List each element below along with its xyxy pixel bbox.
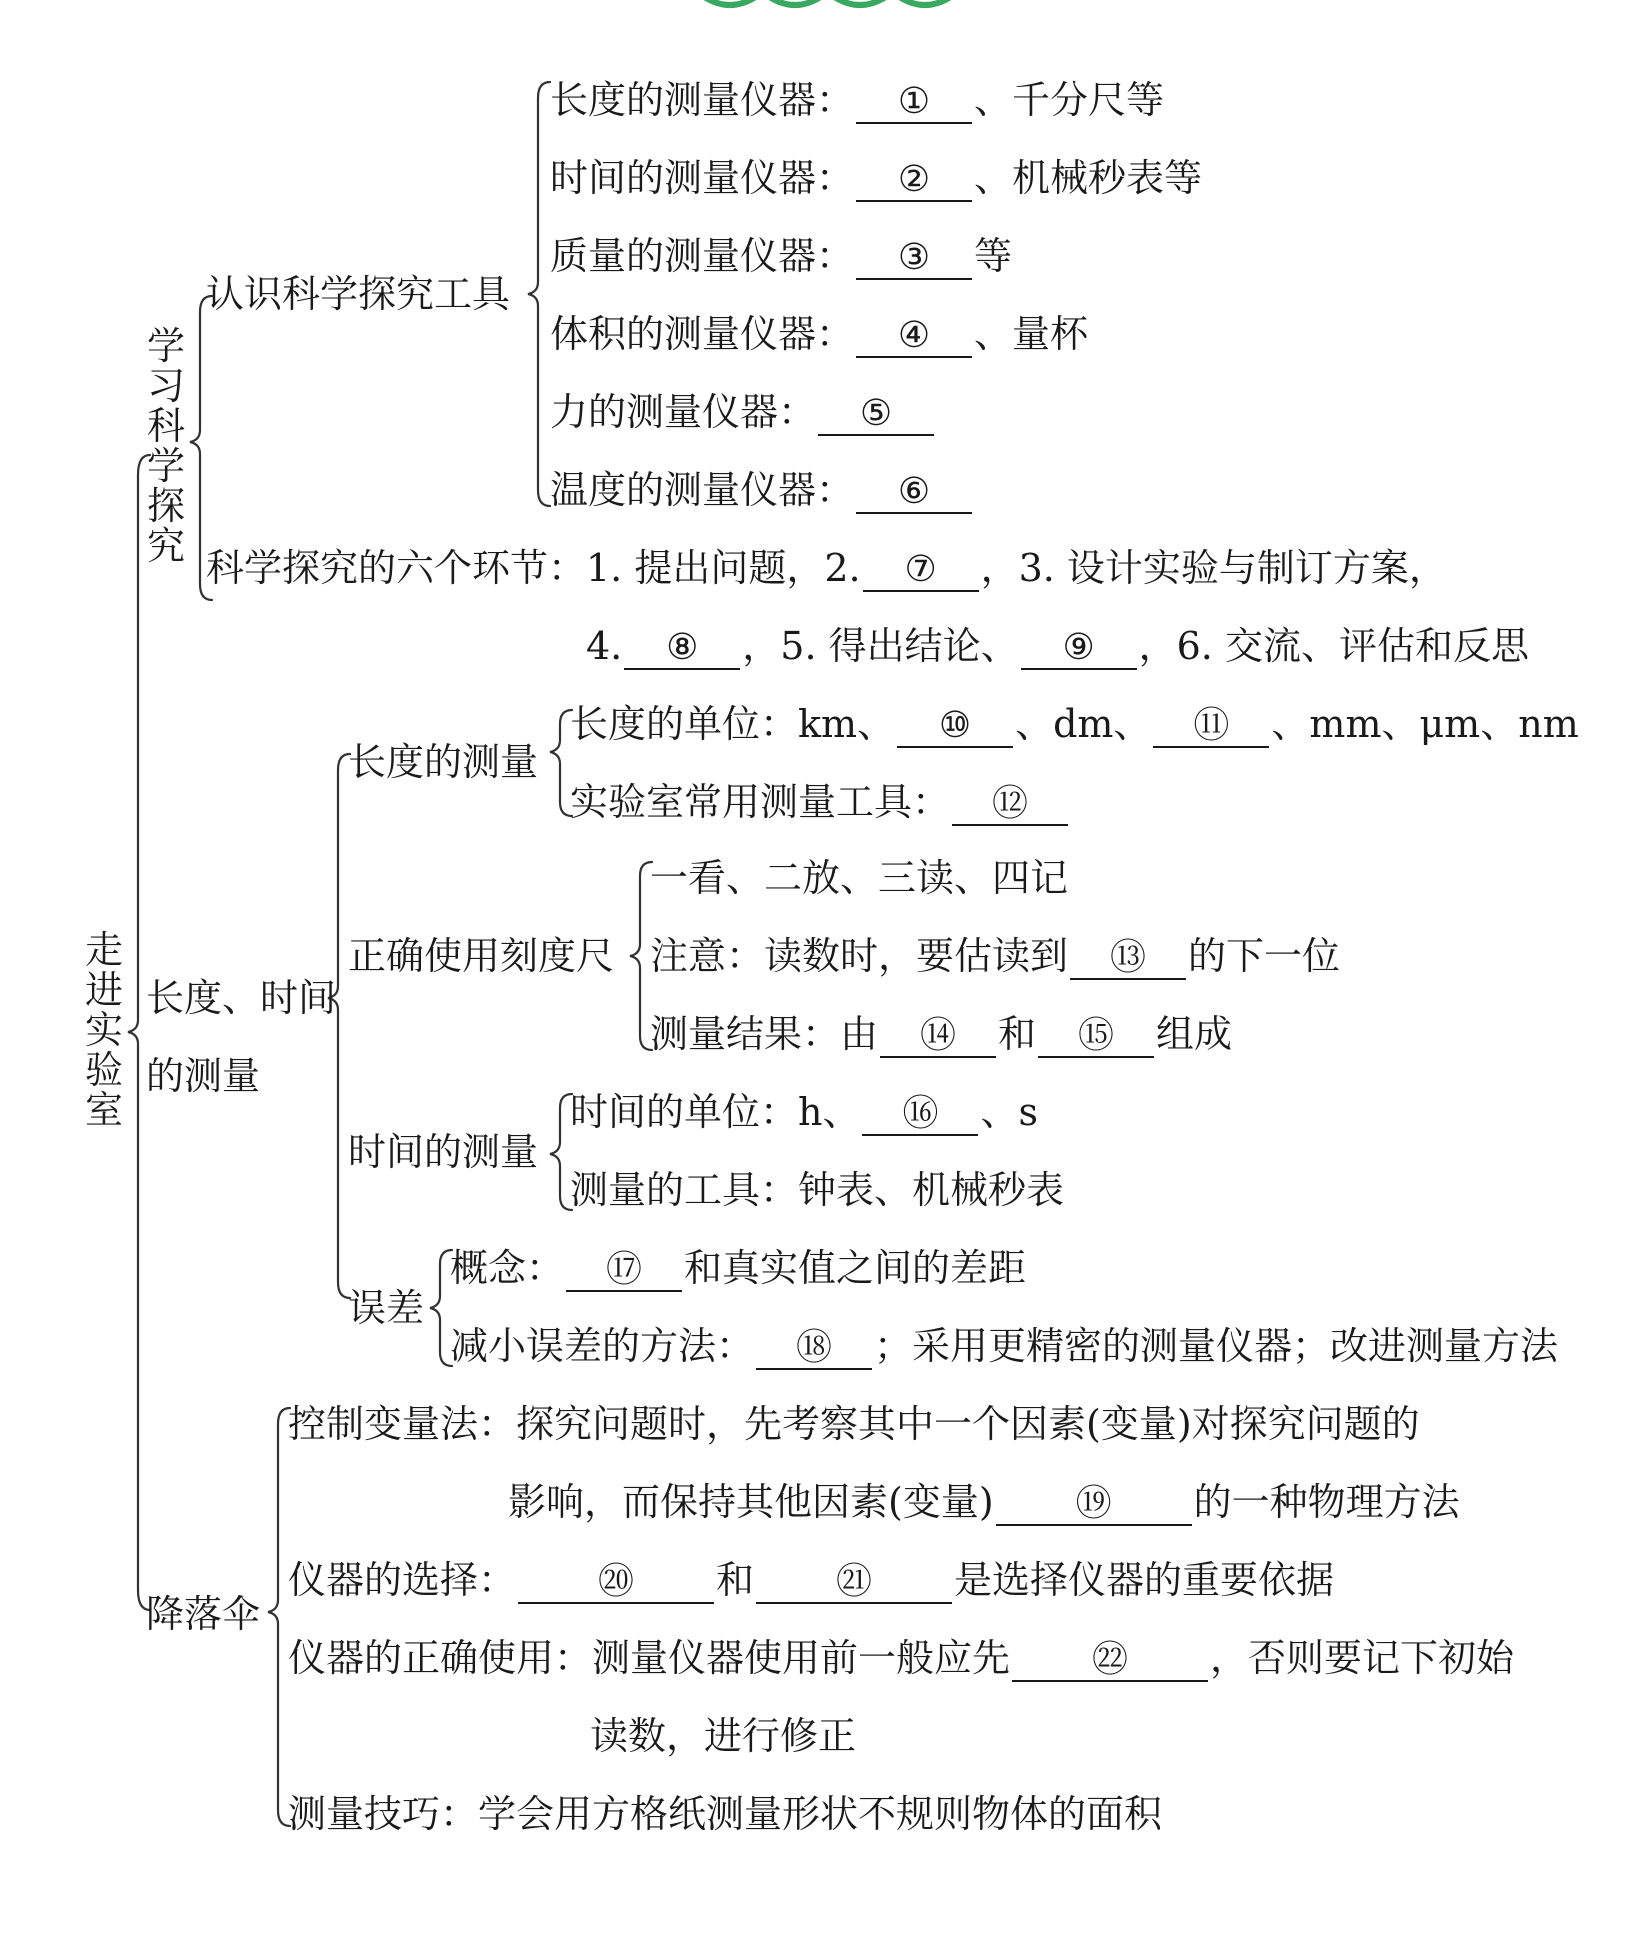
- answer-blank-15[interactable]: ⑮: [1078, 1015, 1115, 1056]
- answer-blank-16[interactable]: ⑯: [902, 1093, 939, 1134]
- answer-blank-9[interactable]: ⑨: [1062, 627, 1095, 668]
- answer-blank-2[interactable]: ②: [897, 159, 931, 200]
- error-brace: [430, 1250, 452, 1366]
- length-tool-line: 实验室常用测量工具： ⑫: [570, 780, 1070, 826]
- tool-item-4: 体积的测量仪器： ④ 、量杯: [550, 312, 1089, 356]
- s3-line-d: 测量技巧：学会用方格纸测量形状不规则物体的面积: [288, 1792, 1163, 1836]
- answer-blank-11[interactable]: ⑪: [1193, 705, 1230, 746]
- error-line-b: 减小误差的方法： ⑱ ；采用更精密的测量仪器；改进测量方法: [450, 1324, 1559, 1368]
- root-brace: [128, 455, 150, 1610]
- s3-line-b: 仪器的选择： ⑳ 和 ㉑ 是选择仪器的重要依据: [288, 1558, 1335, 1602]
- answer-blank-4[interactable]: ④: [897, 315, 931, 356]
- top-decoration-1: [700, 0, 760, 5]
- s2-brace: [328, 754, 350, 1298]
- ruler-brace: [630, 862, 652, 1050]
- answer-blank-21[interactable]: ㉑: [836, 1561, 873, 1602]
- answer-blank-3[interactable]: ③: [897, 237, 931, 278]
- top-decoration-2: [765, 0, 825, 5]
- tool-item-2: 时间的测量仪器： ② 、机械秒表等: [550, 156, 1203, 200]
- ruler-line-b: 注意：读数时，要估读到 ⑬ 的下一位: [650, 934, 1341, 978]
- answer-blank-10[interactable]: ⑩: [938, 705, 972, 746]
- answer-blank-7[interactable]: ⑦: [904, 549, 937, 590]
- top-decoration-3: [830, 0, 890, 5]
- answer-blank-14[interactable]: ⑭: [920, 1015, 957, 1056]
- tool-item-1: 长度的测量仪器： ① 、千分尺等: [550, 78, 1165, 122]
- time-unit-line: 时间的单位：h、 ⑯ 、s: [570, 1090, 1038, 1134]
- answer-blank-17[interactable]: ⑰: [606, 1249, 643, 1290]
- ruler-line-c: 测量结果：由 ⑭ 和 ⑮ 组成: [650, 1012, 1233, 1056]
- root-title: 走进实验室: [84, 928, 123, 1132]
- answer-blank-1[interactable]: ①: [897, 81, 931, 122]
- tool-item-3: 质量的测量仪器： ③ 等: [550, 234, 1013, 278]
- tools-title: 认识科学探究工具: [206, 272, 511, 316]
- answer-blank-20[interactable]: ⑳: [598, 1561, 635, 1602]
- answer-blank-18[interactable]: ⑱: [796, 1327, 833, 1368]
- answer-blank-6[interactable]: ⑥: [897, 471, 931, 512]
- answer-blank-8[interactable]: ⑧: [666, 627, 699, 668]
- answer-blank-5[interactable]: ⑤: [859, 393, 893, 434]
- length-title: 长度的测量: [348, 740, 539, 784]
- s3-line-a2: 影响，而保持其他因素(变量) ⑲ 的一种物理方法: [508, 1480, 1460, 1524]
- ruler-line-a: 一看、二放、三读、四记: [650, 856, 1069, 900]
- time-tool-line: 测量的工具：钟表、机械秒表: [570, 1168, 1065, 1212]
- steps-line-1: 科学探究的六个环节：1. 提出问题，2. ⑦ ，3. 设计实验与制订方案，: [206, 546, 1447, 590]
- time-brace: [550, 1094, 572, 1210]
- s2-title-1: 长度、时间: [146, 976, 337, 1020]
- tool-item-5: 力的测量仪器： ⑤: [550, 390, 936, 436]
- answer-blank-13[interactable]: ⑬: [1110, 937, 1147, 978]
- s3-brace: [268, 1408, 290, 1826]
- s3-title: 降落伞: [146, 1592, 261, 1636]
- steps-line-2: 4. ⑧ ，5. 得出结论、 ⑨ ，6. 交流、评估和反思: [586, 624, 1529, 668]
- answer-blank-22[interactable]: ㉒: [1092, 1639, 1129, 1680]
- length-brace: [550, 710, 572, 816]
- ruler-title: 正确使用刻度尺: [348, 934, 615, 978]
- error-line-a: 概念： ⑰ 和真实值之间的差距: [450, 1246, 1027, 1290]
- time-title: 时间的测量: [348, 1130, 539, 1174]
- tool-item-6: 温度的测量仪器： ⑥: [550, 468, 974, 514]
- s3-line-a1: 控制变量法：探究问题时，先考察其中一个因素(变量)对探究问题的: [288, 1402, 1420, 1446]
- s2-title-2: 的测量: [146, 1054, 261, 1098]
- tools-brace: [528, 82, 550, 506]
- answer-blank-12[interactable]: ⑫: [992, 783, 1029, 824]
- s3-line-c: 仪器的正确使用：测量仪器使用前一般应先 ㉒ ，否则要记下初始: [288, 1636, 1515, 1680]
- answer-blank-19[interactable]: ⑲: [1075, 1483, 1112, 1524]
- top-decoration-4: [895, 0, 955, 5]
- length-unit-line: 长度的单位：km、 ⑩ 、dm、 ⑪ 、mm、μm、nm: [570, 702, 1579, 746]
- error-title: 误差: [348, 1286, 425, 1330]
- s1-title: 学习科学探究: [146, 324, 185, 568]
- s3-line-c2: 读数，进行修正: [590, 1714, 857, 1758]
